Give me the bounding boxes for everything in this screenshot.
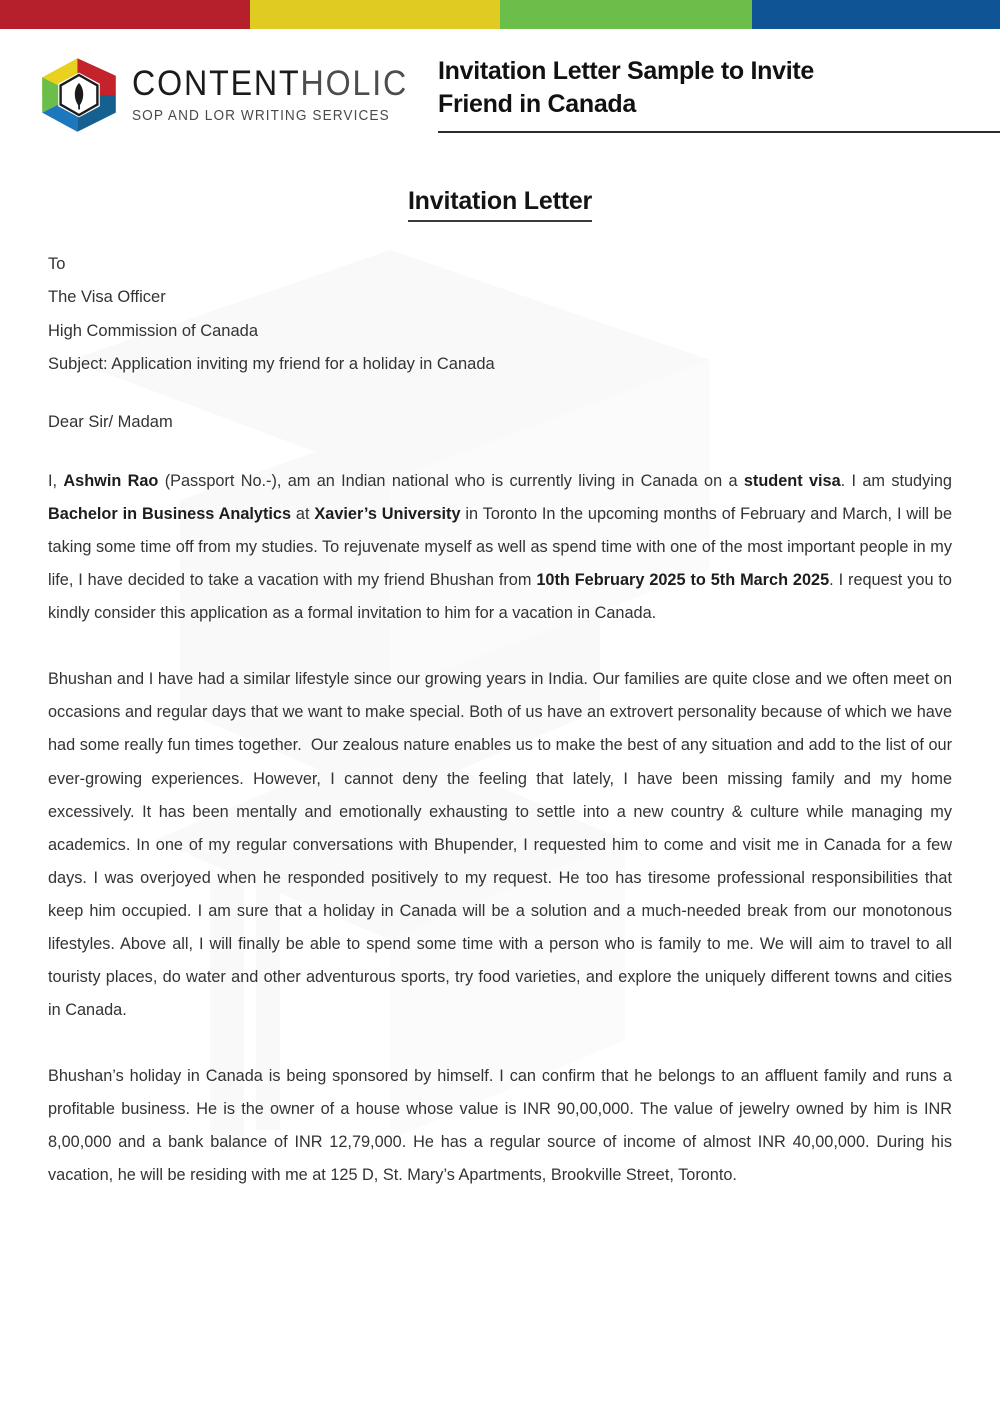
address-line-commission: High Commission of Canada — [48, 321, 259, 340]
color-stripe-yellow — [250, 0, 500, 29]
letter-body — [0, 187, 1000, 1193]
brand-name-bold: CONTENT — [132, 64, 301, 104]
letter-paragraph-3: Bhushan’s holiday in Canada is being sponsored by himself. I can confirm that he belongs to an affluent family and runs a profitable business. He is the owner of a house whose value is INR 90,00,000. The value of jewelry owned by him is INR 8,00,000 and a bank balance of INR 12,79,000. He has a regular source of income of almost INR 40,00,000. During his vacation, he will be residing with me at 125 D, St. Mary’s Apartments, Brookville Street, Toronto. — [48, 1067, 952, 1185]
brand-tagline: SOP AND LOR WRITING SERVICES — [132, 108, 390, 125]
brand-name-light: HOLIC — [300, 64, 409, 104]
color-stripe-green — [500, 0, 752, 29]
letter-heading-text: Invitation Letter — [408, 187, 592, 222]
page-header — [0, 29, 1000, 147]
address-line-to: To — [48, 255, 66, 273]
contentholic-cube-icon — [38, 55, 120, 135]
page-title — [438, 55, 908, 120]
brand-wordmark — [132, 66, 432, 124]
address-line-officer: The Visa Officer — [48, 288, 166, 307]
brand-name — [132, 64, 409, 104]
recipient-address-block — [48, 248, 952, 382]
color-stripe-blue — [752, 0, 1000, 29]
top-color-bar — [0, 0, 1000, 29]
brand-logo — [0, 55, 420, 135]
page-title-line2: Friend in Canada — [438, 89, 637, 118]
letter-paragraph-2: Bhushan and I have had a similar lifestyle since our growing years in India. Our families are quite close and we often meet on occasions and regular days that we want to make special. Both of us have an extrovert personality because of which we have had some really fun times together. Our zealous nature enables us to make the best of any situation and add to the list of our ever-growing experiences. However, I cannot deny the feeling that lately, I have been missing family and my home excessively. It has been mentally and emotionally exhausting to settle into a new country & culture while managing my academics. In one of my regular conversations with Bhupender, I requested him to come and visit me in Canada for a few days. I was overjoyed when he responded positively to my request. He too has tiresome professional responsibilities that keep him occupied. I am sure that a holiday in Canada will be a solution and a much-needed break from our monotonous lifestyles. Above all, I will finally be able to spend some time with a person who is family to me. We will aim to travel to all touristy places, do water and other adventurous sports, try food varieties, and explore the uniquely different towns and cities in Canada. — [48, 670, 952, 1020]
header-divider — [438, 131, 1000, 133]
color-stripe-red — [0, 0, 250, 29]
page-title-line1: Invitation Letter Sample to Invite — [438, 57, 814, 85]
letter-paragraph-1: I, Ashwin Rao (Passport No.-), am an Indian national who is currently living in Canada on a student visa. I am studying Bachelor in Business Analytics at Xavier’s University in Toronto In the upcoming months of February and March, I will be taking some time off from my studies. To rejuvenate myself as well as spend time with one of the most important people in my life, I have decided to take a vacation with my friend Bhushan from 10th February 2025 to 5th March 2025. I request you to kindly consider this application as a formal invitation to him for a vacation in Canada. — [48, 471, 952, 623]
letter-heading — [48, 187, 952, 216]
salutation: Dear Sir/ Madam — [48, 412, 173, 431]
header-title-block — [420, 55, 1000, 133]
address-line-subject: Subject: Application inviting my friend for a holiday in Canada — [48, 355, 495, 374]
